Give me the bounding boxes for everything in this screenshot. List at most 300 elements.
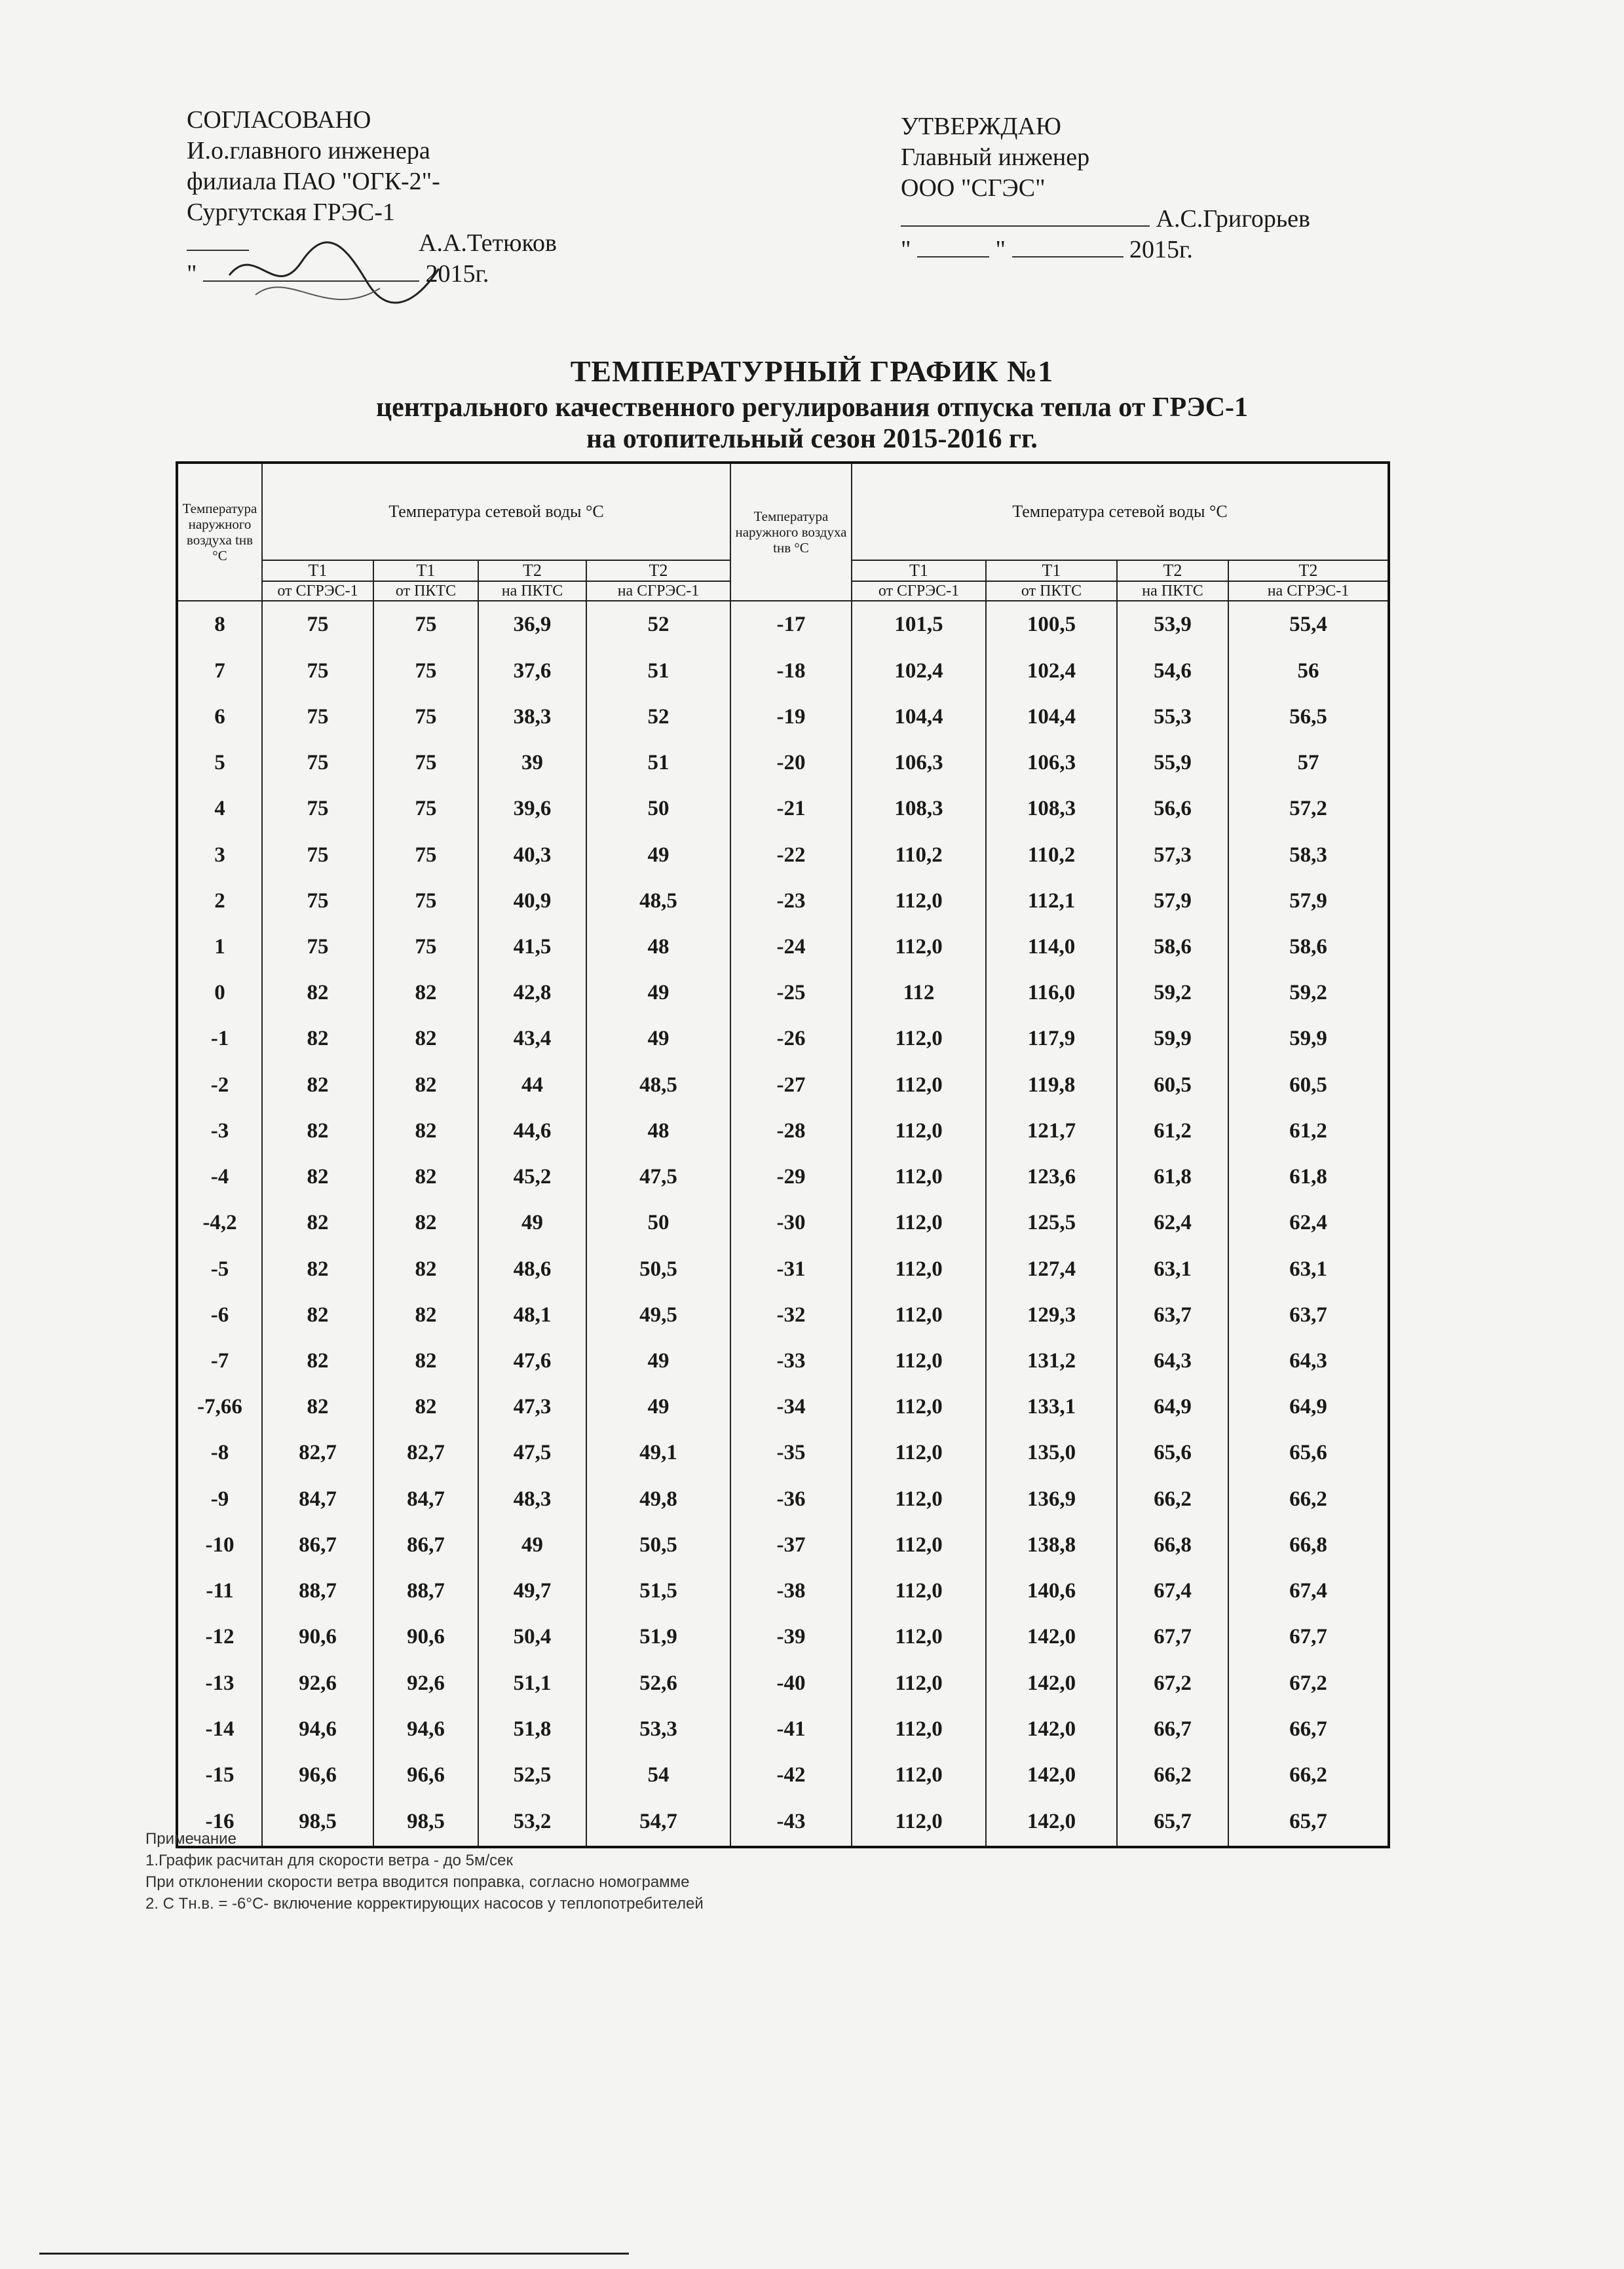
table-cell: 112,0 bbox=[852, 1706, 986, 1752]
table-cell: -29 bbox=[730, 1154, 852, 1200]
table-cell: 121,7 bbox=[986, 1108, 1117, 1154]
table-cell: 82 bbox=[373, 1154, 478, 1200]
table-cell: 125,5 bbox=[986, 1200, 1117, 1246]
table-cell: 66,8 bbox=[1228, 1522, 1389, 1568]
table-cell: -35 bbox=[730, 1430, 852, 1476]
table-cell: 92,6 bbox=[373, 1660, 478, 1706]
table-cell: 86,7 bbox=[373, 1522, 478, 1568]
col-header-right-2-top: Т2 bbox=[1117, 560, 1228, 581]
table-cell: 112,0 bbox=[852, 1338, 986, 1384]
approval-year: 2015г. bbox=[1129, 236, 1193, 263]
page-title: ТЕМПЕРАТУРНЫЙ ГРАФИК №1 bbox=[570, 354, 1054, 388]
table-cell: 64,3 bbox=[1117, 1338, 1228, 1384]
col-header-right-0-bottom: от СГРЭС-1 bbox=[852, 581, 986, 601]
table-cell: 61,8 bbox=[1228, 1154, 1389, 1200]
table-cell: 82 bbox=[373, 1062, 478, 1108]
table-cell: -31 bbox=[730, 1246, 852, 1292]
table-cell: 62,4 bbox=[1117, 1200, 1228, 1246]
table-cell: 100,5 bbox=[986, 601, 1117, 648]
col-header-left-2-top: Т2 bbox=[478, 560, 586, 581]
table-row bbox=[177, 1292, 1389, 1338]
table-cell: -42 bbox=[730, 1752, 852, 1798]
table-cell: -23 bbox=[730, 878, 852, 924]
table-cell: 67,4 bbox=[1117, 1569, 1228, 1614]
table-cell: 63,1 bbox=[1228, 1246, 1389, 1292]
table-cell: 82,7 bbox=[262, 1430, 373, 1476]
table-cell: 67,7 bbox=[1228, 1614, 1389, 1660]
table-cell: 66,2 bbox=[1228, 1752, 1389, 1798]
table-cell: 117,9 bbox=[986, 1016, 1117, 1062]
table-cell: 82 bbox=[262, 1384, 373, 1430]
table-cell: 48 bbox=[586, 1108, 730, 1154]
table-row bbox=[177, 786, 1389, 832]
date-line-right bbox=[901, 235, 1310, 265]
table-cell: -15 bbox=[177, 1752, 262, 1798]
table-cell: 112,0 bbox=[852, 1384, 986, 1430]
table-cell: 75 bbox=[262, 786, 373, 832]
table-cell: 116,0 bbox=[986, 970, 1117, 1016]
table-row bbox=[177, 694, 1389, 740]
table-cell: -21 bbox=[730, 786, 852, 832]
table-cell: 75 bbox=[262, 694, 373, 740]
note-2: 2. С Тн.в. = -6°С- включение корректирующих насосов у теплопотребителей bbox=[145, 1895, 704, 1913]
table-cell: 44,6 bbox=[478, 1108, 586, 1154]
table-cell: -43 bbox=[730, 1799, 852, 1847]
table-cell: 140,6 bbox=[986, 1569, 1117, 1614]
table-cell: -32 bbox=[730, 1292, 852, 1338]
table-cell: 82 bbox=[373, 1108, 478, 1154]
table-cell: 112,0 bbox=[852, 1292, 986, 1338]
table-cell: -40 bbox=[730, 1660, 852, 1706]
approval-block-right bbox=[901, 111, 1310, 265]
col-header-right-3-bottom: на СГРЭС-1 bbox=[1228, 581, 1389, 601]
table-cell: 96,6 bbox=[262, 1752, 373, 1798]
table-cell: 75 bbox=[373, 786, 478, 832]
table-row bbox=[177, 1660, 1389, 1706]
table-row bbox=[177, 648, 1389, 694]
table-cell: 82 bbox=[262, 970, 373, 1016]
table-cell: 57,9 bbox=[1117, 878, 1228, 924]
table-cell: 51,9 bbox=[586, 1614, 730, 1660]
table-cell: 75 bbox=[373, 878, 478, 924]
table-row bbox=[177, 924, 1389, 970]
table-cell: -30 bbox=[730, 1200, 852, 1246]
table-cell: 42,8 bbox=[478, 970, 586, 1016]
table-cell: 63,1 bbox=[1117, 1246, 1228, 1292]
table-cell: -18 bbox=[730, 648, 852, 694]
table-cell: 61,8 bbox=[1117, 1154, 1228, 1200]
table-row bbox=[177, 1200, 1389, 1246]
date-quote: " bbox=[901, 236, 911, 263]
table-cell: -24 bbox=[730, 924, 852, 970]
table-cell: 75 bbox=[262, 740, 373, 786]
table-cell: 75 bbox=[373, 924, 478, 970]
table-cell: 54,6 bbox=[1117, 648, 1228, 694]
table-cell: 82 bbox=[262, 1108, 373, 1154]
table-cell: 129,3 bbox=[986, 1292, 1117, 1338]
table-cell: 102,4 bbox=[986, 648, 1117, 694]
table-cell: 51,1 bbox=[478, 1660, 586, 1706]
table-cell: 65,6 bbox=[1117, 1430, 1228, 1476]
table-row bbox=[177, 1569, 1389, 1614]
table-cell: 75 bbox=[373, 740, 478, 786]
col-header-right-0-top: Т1 bbox=[852, 560, 986, 581]
signature-scribble bbox=[216, 229, 452, 341]
table-cell: 84,7 bbox=[373, 1476, 478, 1522]
table-cell: 75 bbox=[373, 694, 478, 740]
table-cell: 142,0 bbox=[986, 1660, 1117, 1706]
table-cell: 52 bbox=[586, 601, 730, 648]
table-cell: 98,5 bbox=[373, 1799, 478, 1847]
col-header-left-1-bottom: от ПКТС bbox=[373, 581, 478, 601]
table-cell: 112,0 bbox=[852, 1430, 986, 1476]
table-cell: 112,0 bbox=[852, 878, 986, 924]
table-cell: 53,3 bbox=[586, 1706, 730, 1752]
signature-line-right bbox=[901, 204, 1310, 235]
table-cell: 58,3 bbox=[1228, 832, 1389, 878]
table-cell: -28 bbox=[730, 1108, 852, 1154]
table-cell: -10 bbox=[177, 1522, 262, 1568]
approver-name: А.С.Григорьев bbox=[1156, 205, 1310, 233]
date-quote: " bbox=[187, 260, 197, 288]
table-cell: 47,6 bbox=[478, 1338, 586, 1384]
table-cell: 82 bbox=[262, 1062, 373, 1108]
table-cell: 7 bbox=[177, 648, 262, 694]
table-cell: 66,2 bbox=[1117, 1752, 1228, 1798]
table-row bbox=[177, 1246, 1389, 1292]
table-cell: -5 bbox=[177, 1246, 262, 1292]
table-cell: 94,6 bbox=[262, 1706, 373, 1752]
table-cell: 58,6 bbox=[1228, 924, 1389, 970]
table-cell: -17 bbox=[730, 601, 852, 648]
table-row bbox=[177, 832, 1389, 878]
notes-title: Примечание bbox=[145, 1830, 236, 1848]
table-cell: 136,9 bbox=[986, 1476, 1117, 1522]
table-cell: 48,1 bbox=[478, 1292, 586, 1338]
table-cell: 1 bbox=[177, 924, 262, 970]
table-cell: 37,6 bbox=[478, 648, 586, 694]
table-cell: 66,7 bbox=[1117, 1706, 1228, 1752]
table-row bbox=[177, 970, 1389, 1016]
table-cell: 50,4 bbox=[478, 1614, 586, 1660]
table-cell: 98,5 bbox=[262, 1799, 373, 1847]
table-cell: 52,5 bbox=[478, 1752, 586, 1798]
table-cell: 40,3 bbox=[478, 832, 586, 878]
table-cell: 60,5 bbox=[1228, 1062, 1389, 1108]
table-cell: 51 bbox=[586, 740, 730, 786]
table-cell: 54,7 bbox=[586, 1799, 730, 1847]
table-cell: 39 bbox=[478, 740, 586, 786]
table-cell: 57,2 bbox=[1228, 786, 1389, 832]
table-row bbox=[177, 1430, 1389, 1476]
table-cell: 82 bbox=[373, 1200, 478, 1246]
table-cell: 50,5 bbox=[586, 1522, 730, 1568]
table-cell: 88,7 bbox=[373, 1569, 478, 1614]
table-cell: 49 bbox=[586, 1338, 730, 1384]
col-header-right-2-bottom: на ПКТС bbox=[1117, 581, 1228, 601]
table-cell: -7,66 bbox=[177, 1384, 262, 1430]
table-cell: 66,8 bbox=[1117, 1522, 1228, 1568]
table-cell: 48,5 bbox=[586, 1062, 730, 1108]
table-cell: 75 bbox=[262, 878, 373, 924]
table-cell: 82 bbox=[373, 1016, 478, 1062]
table-cell: 82 bbox=[373, 1384, 478, 1430]
table-cell: 50 bbox=[586, 1200, 730, 1246]
table-cell: 50 bbox=[586, 786, 730, 832]
table-cell: 49 bbox=[586, 832, 730, 878]
table-cell: 65,7 bbox=[1228, 1799, 1389, 1847]
table-cell: 48 bbox=[586, 924, 730, 970]
table-cell: 58,6 bbox=[1117, 924, 1228, 970]
table-cell: 112,1 bbox=[986, 878, 1117, 924]
table-cell: 108,3 bbox=[852, 786, 986, 832]
table-cell: -7 bbox=[177, 1338, 262, 1384]
table-row bbox=[177, 1752, 1389, 1798]
table-cell: 66,2 bbox=[1117, 1476, 1228, 1522]
table-cell: -6 bbox=[177, 1292, 262, 1338]
table-cell: 82 bbox=[262, 1016, 373, 1062]
table-cell: 48,6 bbox=[478, 1246, 586, 1292]
table-cell: -25 bbox=[730, 970, 852, 1016]
table-cell: 67,7 bbox=[1117, 1614, 1228, 1660]
date-quote-2: " bbox=[995, 236, 1006, 263]
table-cell: 48,5 bbox=[586, 878, 730, 924]
table-cell: 75 bbox=[262, 924, 373, 970]
page-subtitle: центрального качественного регулирования отпуска тепла от ГРЭС-1 bbox=[375, 392, 1249, 423]
table-cell: -36 bbox=[730, 1476, 852, 1522]
table-cell: 59,9 bbox=[1117, 1016, 1228, 1062]
header-outdoor-temp-right: Температура наружного воздуха tнв °С bbox=[730, 463, 852, 601]
table-cell: 84,7 bbox=[262, 1476, 373, 1522]
table-cell: 2 bbox=[177, 878, 262, 924]
approver-organization: ООО "СГЭС" bbox=[901, 174, 1046, 202]
table-cell: 96,6 bbox=[373, 1752, 478, 1798]
table-cell: 110,2 bbox=[986, 832, 1117, 878]
table-cell: 59,2 bbox=[1228, 970, 1389, 1016]
table-cell: -16 bbox=[177, 1799, 262, 1847]
table-cell: 112,0 bbox=[852, 1799, 986, 1847]
table-cell: 108,3 bbox=[986, 786, 1117, 832]
table-cell: 75 bbox=[262, 601, 373, 648]
table-cell: 5 bbox=[177, 740, 262, 786]
table-cell: 56 bbox=[1228, 648, 1389, 694]
table-cell: 49 bbox=[586, 1384, 730, 1430]
table-cell: 49 bbox=[586, 1016, 730, 1062]
table-cell: -2 bbox=[177, 1062, 262, 1108]
header-water-temp-right: Температура сетевой воды °С bbox=[852, 463, 1389, 560]
page-season: на отопительный сезон 2015-2016 гг. bbox=[586, 424, 1038, 454]
table-cell: 66,2 bbox=[1228, 1476, 1389, 1522]
table-cell: 57 bbox=[1228, 740, 1389, 786]
col-header-left-3-bottom: на СГРЭС-1 bbox=[586, 581, 730, 601]
table-cell: -12 bbox=[177, 1614, 262, 1660]
table-cell: 101,5 bbox=[852, 601, 986, 648]
table-row bbox=[177, 1016, 1389, 1062]
table-cell: -38 bbox=[730, 1569, 852, 1614]
table-cell: 53,2 bbox=[478, 1799, 586, 1847]
table-cell: 0 bbox=[177, 970, 262, 1016]
table-row bbox=[177, 1706, 1389, 1752]
temperature-table bbox=[176, 461, 1390, 1848]
table-cell: 64,3 bbox=[1228, 1338, 1389, 1384]
table-cell: 88,7 bbox=[262, 1569, 373, 1614]
table-cell: 82 bbox=[262, 1200, 373, 1246]
table-cell: 94,6 bbox=[373, 1706, 478, 1752]
table-cell: 75 bbox=[262, 648, 373, 694]
table-cell: 112,0 bbox=[852, 1246, 986, 1292]
table-cell: 112,0 bbox=[852, 1752, 986, 1798]
table-cell: 82 bbox=[262, 1338, 373, 1384]
table-row bbox=[177, 878, 1389, 924]
col-header-left-2-bottom: на ПКТС bbox=[478, 581, 586, 601]
table-cell: 114,0 bbox=[986, 924, 1117, 970]
table-cell: 112,0 bbox=[852, 1569, 986, 1614]
table-cell: 142,0 bbox=[986, 1706, 1117, 1752]
table-cell: 142,0 bbox=[986, 1614, 1117, 1660]
table-cell: 75 bbox=[373, 832, 478, 878]
table-cell: 59,9 bbox=[1228, 1016, 1389, 1062]
table-cell: 55,3 bbox=[1117, 694, 1228, 740]
table-cell: 82 bbox=[262, 1292, 373, 1338]
table-cell: 82 bbox=[373, 1338, 478, 1384]
col-header-right-1-top: Т1 bbox=[986, 560, 1117, 581]
table-cell: 51,8 bbox=[478, 1706, 586, 1752]
table-cell: -11 bbox=[177, 1569, 262, 1614]
table-cell: 67,2 bbox=[1117, 1660, 1228, 1706]
table-cell: 52,6 bbox=[586, 1660, 730, 1706]
table-cell: 119,8 bbox=[986, 1062, 1117, 1108]
table-cell: 138,8 bbox=[986, 1522, 1117, 1568]
table-cell: 82 bbox=[373, 970, 478, 1016]
table-cell: 112,0 bbox=[852, 1062, 986, 1108]
table-cell: 112,0 bbox=[852, 1016, 986, 1062]
table-cell: 142,0 bbox=[986, 1752, 1117, 1798]
table-cell: -19 bbox=[730, 694, 852, 740]
table-cell: -34 bbox=[730, 1384, 852, 1430]
table-cell: -14 bbox=[177, 1706, 262, 1752]
table-cell: 49 bbox=[586, 970, 730, 1016]
table-cell: 59,2 bbox=[1117, 970, 1228, 1016]
table-row bbox=[177, 1154, 1389, 1200]
table-cell: 49,5 bbox=[586, 1292, 730, 1338]
table-cell: 104,4 bbox=[986, 694, 1117, 740]
approval-year: 2015г. bbox=[425, 260, 489, 288]
table-cell: 67,2 bbox=[1228, 1660, 1389, 1706]
table-cell: -3 bbox=[177, 1108, 262, 1154]
table-cell: 82 bbox=[262, 1154, 373, 1200]
approver-position: И.о.главного инженера bbox=[187, 137, 430, 164]
table-cell: 56,6 bbox=[1117, 786, 1228, 832]
table-cell: -8 bbox=[177, 1430, 262, 1476]
table-cell: 63,7 bbox=[1117, 1292, 1228, 1338]
approver-organization: филиала ПАО "ОГК-2"- bbox=[187, 168, 440, 195]
table-cell: -20 bbox=[730, 740, 852, 786]
table-cell: 86,7 bbox=[262, 1522, 373, 1568]
table-cell: 133,1 bbox=[986, 1384, 1117, 1430]
approver-position: Главный инженер bbox=[901, 143, 1090, 171]
table-cell: 112,0 bbox=[852, 1200, 986, 1246]
table-cell: 49,7 bbox=[478, 1569, 586, 1614]
table-cell: 41,5 bbox=[478, 924, 586, 970]
table-cell: 50,5 bbox=[586, 1246, 730, 1292]
table-cell: -27 bbox=[730, 1062, 852, 1108]
table-cell: 142,0 bbox=[986, 1799, 1117, 1847]
table-cell: 51 bbox=[586, 648, 730, 694]
note-1-continued: При отклонении скорости ветра вводится поправка, согласно номограмме bbox=[145, 1873, 690, 1891]
table-cell: -4,2 bbox=[177, 1200, 262, 1246]
table-cell: 64,9 bbox=[1117, 1384, 1228, 1430]
approval-heading: СОГЛАСОВАНО bbox=[187, 106, 371, 134]
table-cell: 52 bbox=[586, 694, 730, 740]
table-cell: 51,5 bbox=[586, 1569, 730, 1614]
table-cell: 65,6 bbox=[1228, 1430, 1389, 1476]
table-cell: 104,4 bbox=[852, 694, 986, 740]
table-cell: 112,0 bbox=[852, 1614, 986, 1660]
col-header-right-3-top: Т2 bbox=[1228, 560, 1389, 581]
header-water-temp-left: Температура сетевой воды °С bbox=[262, 463, 730, 560]
table-cell: 102,4 bbox=[852, 648, 986, 694]
approval-heading: УТВЕРЖДАЮ bbox=[901, 113, 1061, 140]
approver-name: А.А.Тетюков bbox=[419, 229, 557, 257]
table-cell: 49,8 bbox=[586, 1476, 730, 1522]
col-header-left-1-top: Т1 bbox=[373, 560, 478, 581]
table-cell: 66,7 bbox=[1228, 1706, 1389, 1752]
footer-rule bbox=[39, 2253, 629, 2255]
col-header-left-0-top: Т1 bbox=[262, 560, 373, 581]
table-cell: 48,3 bbox=[478, 1476, 586, 1522]
table-cell: -1 bbox=[177, 1016, 262, 1062]
table-cell: 62,4 bbox=[1228, 1200, 1389, 1246]
col-header-left-3-top: Т2 bbox=[586, 560, 730, 581]
table-cell: 38,3 bbox=[478, 694, 586, 740]
table-cell: 106,3 bbox=[986, 740, 1117, 786]
table-cell: 47,5 bbox=[586, 1154, 730, 1200]
col-header-right-1-bottom: от ПКТС bbox=[986, 581, 1117, 601]
table-cell: 54 bbox=[586, 1752, 730, 1798]
col-header-left-0-bottom: от СГРЭС-1 bbox=[262, 581, 373, 601]
table-cell: 82 bbox=[373, 1292, 478, 1338]
table-cell: 44 bbox=[478, 1062, 586, 1108]
table-cell: 55,9 bbox=[1117, 740, 1228, 786]
table-cell: -41 bbox=[730, 1706, 852, 1752]
table-cell: 45,2 bbox=[478, 1154, 586, 1200]
table-cell: 4 bbox=[177, 786, 262, 832]
table-cell: 49,1 bbox=[586, 1430, 730, 1476]
table-cell: -33 bbox=[730, 1338, 852, 1384]
table-cell: 61,2 bbox=[1117, 1108, 1228, 1154]
table-cell: -9 bbox=[177, 1476, 262, 1522]
notes bbox=[145, 1828, 704, 1915]
table-cell: 82,7 bbox=[373, 1430, 478, 1476]
table-row bbox=[177, 1062, 1389, 1108]
table-row bbox=[177, 1614, 1389, 1660]
table-cell: 43,4 bbox=[478, 1016, 586, 1062]
table-cell: 82 bbox=[262, 1246, 373, 1292]
table-cell: 112,0 bbox=[852, 1476, 986, 1522]
table-cell: 57,3 bbox=[1117, 832, 1228, 878]
table-cell: -4 bbox=[177, 1154, 262, 1200]
table-cell: 49 bbox=[478, 1522, 586, 1568]
table-cell: 75 bbox=[262, 832, 373, 878]
table-row bbox=[177, 1384, 1389, 1430]
table-cell: 47,5 bbox=[478, 1430, 586, 1476]
table-row bbox=[177, 601, 1389, 648]
table-cell: 92,6 bbox=[262, 1660, 373, 1706]
table-cell: 60,5 bbox=[1117, 1062, 1228, 1108]
note-1: 1.График расчитан для скорости ветра - до 5м/сек bbox=[145, 1852, 513, 1869]
table-cell: 3 bbox=[177, 832, 262, 878]
table-cell: -22 bbox=[730, 832, 852, 878]
